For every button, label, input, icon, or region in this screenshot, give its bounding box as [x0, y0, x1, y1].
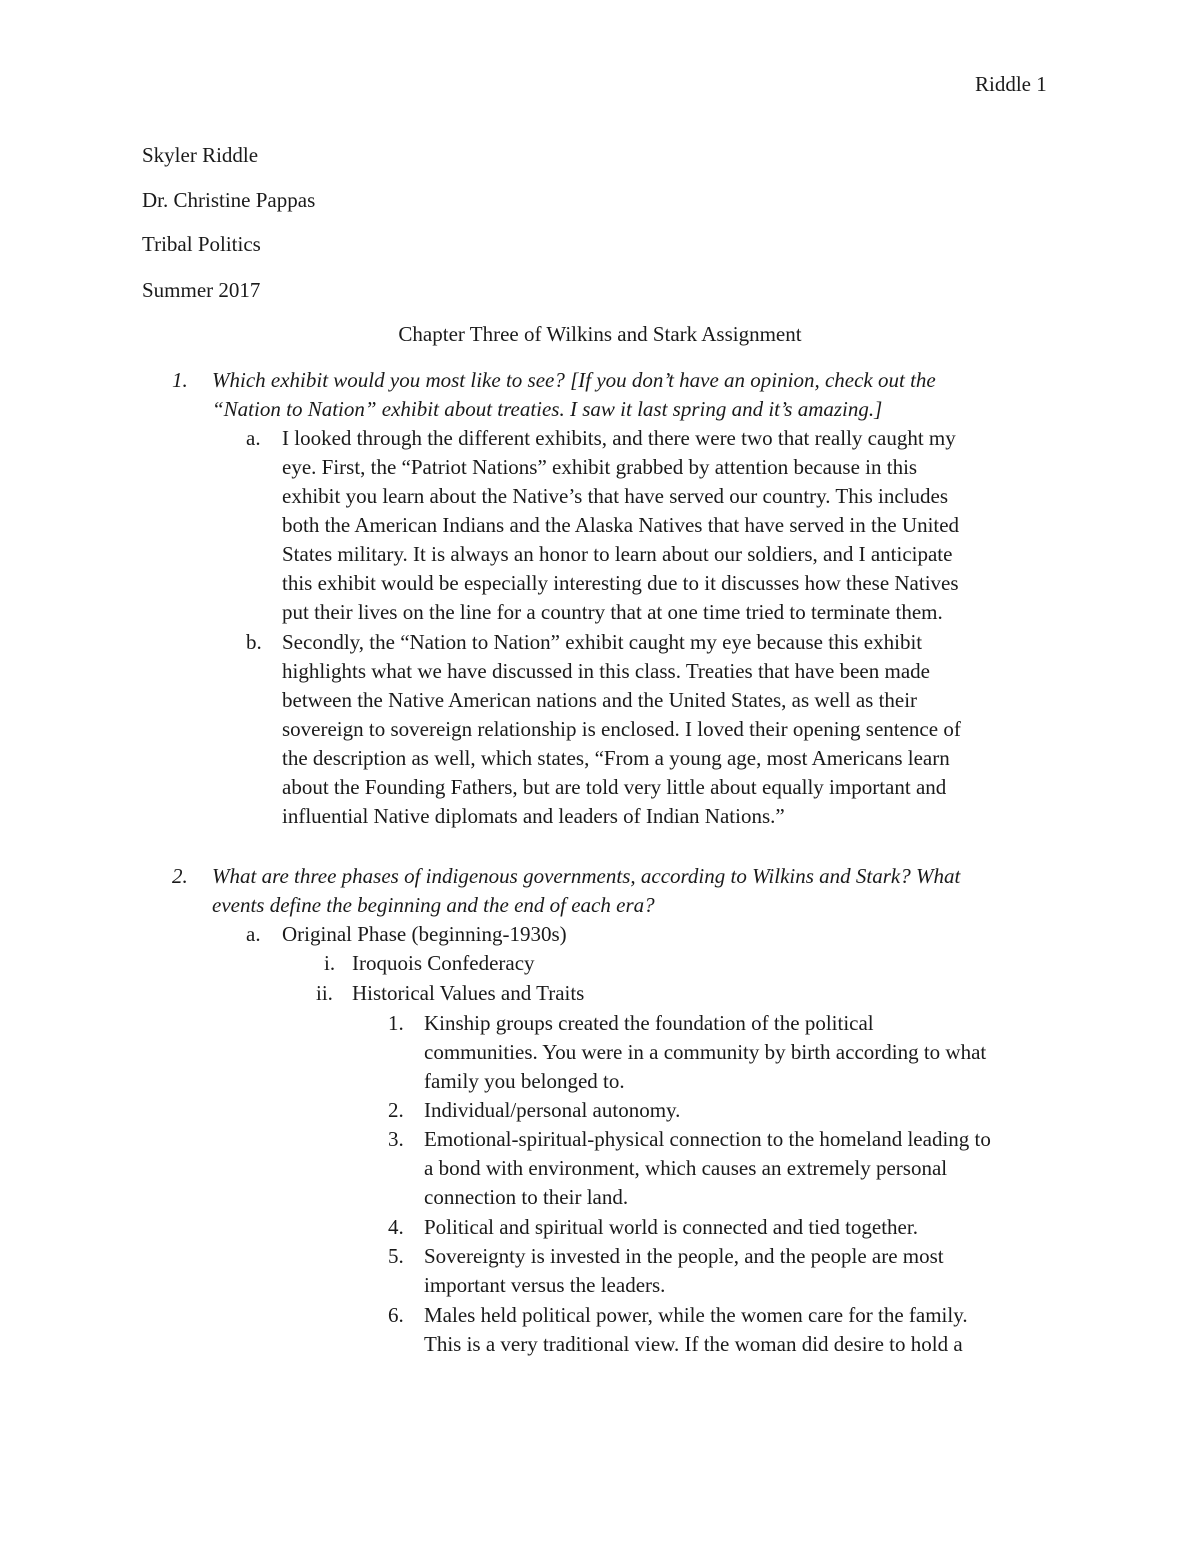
subitem-marker: i.	[324, 951, 336, 975]
list-item-line: Sovereignty is invested in the people, and the people are most	[424, 1244, 944, 1268]
list-item-line: Individual/personal autonomy.	[424, 1098, 681, 1122]
question-number: 1.	[172, 368, 188, 392]
answer-line: States military. It is always an honor to learn about our soldiers, and I anticipate	[282, 542, 953, 566]
subitem-text: Historical Values and Traits	[352, 981, 585, 1005]
phase-heading: Original Phase (beginning-1930s)	[282, 922, 567, 946]
list-item-line: Political and spiritual world is connected and tied together.	[424, 1215, 918, 1239]
question-text-line: Which exhibit would you most like to see? [If you don’t have an opinion, check out the	[212, 368, 936, 392]
list-number: 2.	[388, 1098, 404, 1122]
answer-line: I looked through the different exhibits, and there were two that really caught my	[282, 426, 956, 450]
answer-line: between the Native American nations and the United States, as well as their	[282, 688, 918, 712]
answer-line: about the Founding Fathers, but are told very little about equally important and	[282, 775, 947, 799]
list-item-line: Emotional-spiritual-physical connection to the homeland leading to	[424, 1127, 991, 1151]
answer-marker: b.	[246, 630, 262, 654]
instructor-name: Dr. Christine Pappas	[142, 188, 316, 212]
question-number: 2.	[172, 864, 188, 888]
question-text-line: events define the beginning and the end of each era?	[212, 893, 655, 917]
answer-line: sovereign to sovereign relationship is enclosed. I loved their opening sentence of	[282, 717, 961, 741]
list-item-line: important versus the leaders.	[424, 1273, 666, 1297]
list-item-line: Kinship groups created the foundation of the political	[424, 1011, 874, 1035]
course-name: Tribal Politics	[142, 232, 261, 256]
term: Summer 2017	[142, 278, 261, 302]
list-item-line: Males held political power, while the women care for the family.	[424, 1303, 968, 1327]
answer-line: highlights what we have discussed in this class. Treaties that have been made	[282, 659, 930, 683]
answer-line: eye. First, the “Patriot Nations” exhibit grabbed by attention because in this	[282, 455, 918, 479]
student-name: Skyler Riddle	[142, 143, 259, 167]
answer-marker: a.	[246, 426, 261, 450]
answer-line: the description as well, which states, “From a young age, most Americans learn	[282, 746, 950, 770]
answer-line: Secondly, the “Nation to Nation” exhibit caught my eye because this exhibit	[282, 630, 923, 654]
page-header: Riddle 1	[975, 72, 1047, 96]
list-number: 4.	[388, 1215, 404, 1239]
list-item-line: connection to their land.	[424, 1185, 629, 1209]
answer-line: exhibit you learn about the Native’s that have served our country. This includes	[282, 484, 948, 508]
list-number: 6.	[388, 1303, 404, 1327]
list-number: 3.	[388, 1127, 404, 1151]
list-item-line: This is a very traditional view. If the woman did desire to hold a	[424, 1332, 963, 1356]
answer-line: this exhibit would be especially interesting due to it discusses how these Natives	[282, 571, 959, 595]
list-number: 5.	[388, 1244, 404, 1268]
list-item-line: communities. You were in a community by birth according to what	[424, 1040, 987, 1064]
question-text-line: What are three phases of indigenous governments, according to Wilkins and Stark? What	[212, 864, 961, 888]
answer-marker: a.	[246, 922, 261, 946]
answer-line: put their lives on the line for a country that at one time tried to terminate them.	[282, 600, 943, 624]
answer-line: both the American Indians and the Alaska Natives that have served in the United	[282, 513, 960, 537]
answer-line: influential Native diplomats and leaders of Indian Nations.”	[282, 804, 785, 828]
assignment-title: Chapter Three of Wilkins and Stark Assignment	[398, 322, 802, 346]
question-text-line: “Nation to Nation” exhibit about treaties. I saw it last spring and it’s amazing.]	[212, 397, 883, 421]
list-number: 1.	[388, 1011, 404, 1035]
list-item-line: family you belonged to.	[424, 1069, 625, 1093]
subitem-marker: ii.	[316, 981, 333, 1005]
subitem-text: Iroquois Confederacy	[352, 951, 535, 975]
list-item-line: a bond with environment, which causes an extremely personal	[424, 1156, 948, 1180]
